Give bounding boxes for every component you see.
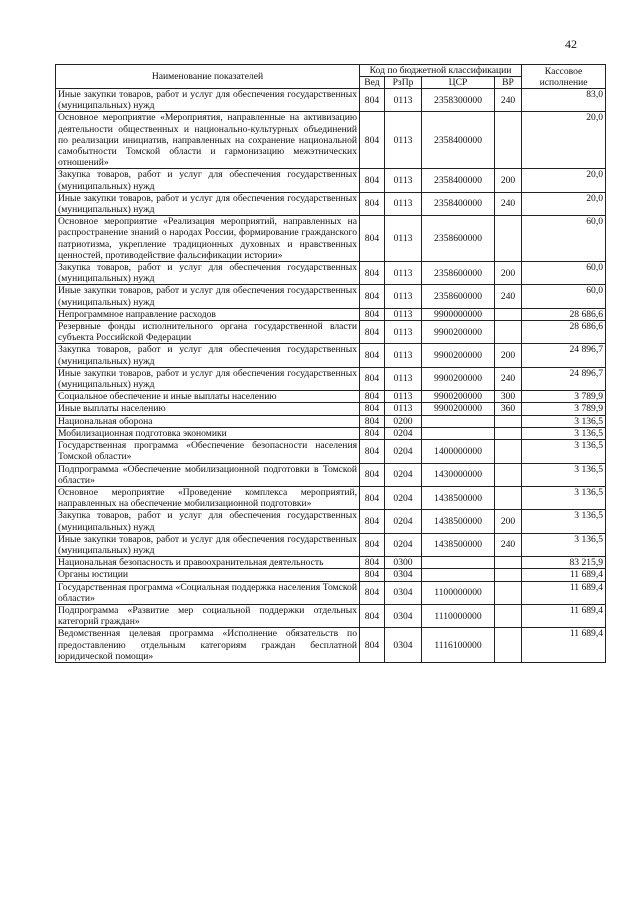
cell-ved: 804 (360, 112, 385, 169)
cell-csr: 2358600000 (422, 262, 495, 285)
cell-name: Иные выплаты населению (56, 403, 360, 415)
cell-rzpr: 0204 (385, 427, 422, 439)
cell-vr: 240 (495, 192, 522, 215)
cell-vr: 240 (495, 533, 522, 556)
table-row (56, 604, 606, 627)
cell-vr: 200 (495, 262, 522, 285)
header-code-group: Код по бюджетной классификации (360, 65, 522, 77)
table-row (56, 557, 606, 569)
cell-ved: 804 (360, 344, 385, 367)
cell-csr (422, 569, 495, 581)
cell-vr (495, 216, 522, 262)
cell-name: Основное мероприятие «Реализация мероприятий, направленных на распространение знаний о народах России, формирование гражданского патриотизма, укрепление традиционных духовных и нравственных ценностей, противодействие фальсификации истории» (56, 216, 360, 262)
cell-ved: 804 (360, 427, 385, 439)
cell-csr: 1400000000 (422, 440, 495, 463)
cell-ved: 804 (360, 440, 385, 463)
cell-csr: 1438500000 (422, 510, 495, 533)
cell-vr (495, 427, 522, 439)
table-row (56, 285, 606, 308)
cell-name: Ведомственная целевая программа «Исполнение обязательств по предоставлению отдельным категориям граждан бесплатной юридической помощи» (56, 628, 360, 663)
cell-rzpr: 0204 (385, 440, 422, 463)
table-row (56, 216, 606, 262)
cell-amount: 3 136,5 (522, 427, 606, 439)
table-row (56, 440, 606, 463)
cell-rzpr: 0204 (385, 486, 422, 509)
page-number: 42 (565, 37, 577, 51)
cell-rzpr: 0113 (385, 216, 422, 262)
header-name: Наименование показателей (56, 65, 360, 89)
cell-ved: 804 (360, 308, 385, 320)
cell-ved: 804 (360, 533, 385, 556)
cell-rzpr: 0204 (385, 463, 422, 486)
cell-ved: 804 (360, 192, 385, 215)
cell-csr: 9900200000 (422, 403, 495, 415)
cell-amount: 3 136,5 (522, 533, 606, 556)
cell-rzpr: 0304 (385, 581, 422, 604)
cell-ved: 804 (360, 89, 385, 112)
table-body (56, 89, 606, 663)
cell-csr: 9900200000 (422, 344, 495, 367)
cell-name: Иные закупки товаров, работ и услуг для обеспечения государственных (муниципальных) нужд (56, 285, 360, 308)
header-csr: ЦСР (422, 77, 495, 89)
cell-name: Иные закупки товаров, работ и услуг для обеспечения государственных (муниципальных) нужд (56, 89, 360, 112)
cell-amount: 83 215,9 (522, 557, 606, 569)
cell-rzpr: 0304 (385, 569, 422, 581)
cell-name: Закупка товаров, работ и услуг для обеспечения государственных (муниципальных) нужд (56, 169, 360, 192)
table-row (56, 569, 606, 581)
cell-amount: 3 789,9 (522, 403, 606, 415)
cell-ved: 804 (360, 216, 385, 262)
header-rzpr: РзПр (385, 77, 422, 89)
header-ved: Вед (360, 77, 385, 89)
cell-vr: 240 (495, 285, 522, 308)
cell-vr: 240 (495, 367, 522, 390)
cell-name: Иные закупки товаров, работ и услуг для обеспечения государственных (муниципальных) нужд (56, 192, 360, 215)
header-exec: Кассовое исполнение (522, 65, 606, 89)
table-row (56, 427, 606, 439)
cell-ved: 804 (360, 463, 385, 486)
cell-vr (495, 440, 522, 463)
table-row (56, 112, 606, 169)
cell-rzpr: 0204 (385, 510, 422, 533)
cell-vr (495, 557, 522, 569)
cell-amount: 3 136,5 (522, 486, 606, 509)
cell-rzpr: 0113 (385, 112, 422, 169)
cell-vr (495, 486, 522, 509)
cell-name: Основное мероприятие «Проведение комплекса мероприятий, направленных на обеспечение мобилизационной подготовки» (56, 486, 360, 509)
cell-csr: 2358600000 (422, 216, 495, 262)
cell-ved: 804 (360, 628, 385, 663)
cell-vr (495, 628, 522, 663)
cell-amount: 60,0 (522, 285, 606, 308)
cell-amount: 3 136,5 (522, 440, 606, 463)
cell-ved: 804 (360, 367, 385, 390)
cell-ved: 804 (360, 403, 385, 415)
cell-rzpr: 0113 (385, 89, 422, 112)
cell-vr (495, 569, 522, 581)
cell-name: Резервные фонды исполнительного органа государственной власти субъекта Российской Федерации (56, 321, 360, 344)
cell-name: Государственная программа «Обеспечение безопасности населения Томской области» (56, 440, 360, 463)
cell-rzpr: 0113 (385, 391, 422, 403)
header-vr: ВР (495, 77, 522, 89)
cell-amount: 11 689,4 (522, 569, 606, 581)
cell-amount: 20,0 (522, 112, 606, 169)
cell-amount: 20,0 (522, 169, 606, 192)
cell-csr (422, 427, 495, 439)
cell-csr: 2358400000 (422, 169, 495, 192)
cell-ved: 804 (360, 557, 385, 569)
cell-rzpr: 0113 (385, 285, 422, 308)
table-row (56, 510, 606, 533)
cell-ved: 804 (360, 285, 385, 308)
cell-rzpr: 0113 (385, 367, 422, 390)
table-row (56, 463, 606, 486)
table-row (56, 192, 606, 215)
cell-rzpr: 0113 (385, 308, 422, 320)
cell-csr: 2358400000 (422, 112, 495, 169)
cell-name: Национальная оборона (56, 415, 360, 427)
cell-vr (495, 463, 522, 486)
cell-name: Закупка товаров, работ и услуг для обеспечения государственных (муниципальных) нужд (56, 262, 360, 285)
cell-amount: 11 689,4 (522, 604, 606, 627)
cell-csr (422, 415, 495, 427)
table-row (56, 533, 606, 556)
cell-rzpr: 0113 (385, 262, 422, 285)
cell-amount: 28 686,6 (522, 308, 606, 320)
cell-amount: 3 136,5 (522, 463, 606, 486)
cell-rzpr: 0113 (385, 403, 422, 415)
cell-ved: 804 (360, 321, 385, 344)
cell-name: Подпрограмма «Развитие мер социальной поддержки отдельных категорий граждан» (56, 604, 360, 627)
cell-ved: 804 (360, 391, 385, 403)
table-row (56, 403, 606, 415)
cell-csr: 9900000000 (422, 308, 495, 320)
cell-amount: 3 789,9 (522, 391, 606, 403)
cell-csr: 9900200000 (422, 321, 495, 344)
cell-rzpr: 0304 (385, 628, 422, 663)
cell-name: Органы юстиции (56, 569, 360, 581)
cell-vr: 300 (495, 391, 522, 403)
cell-ved: 804 (360, 262, 385, 285)
table-row (56, 344, 606, 367)
budget-table (55, 64, 606, 663)
cell-csr: 1430000000 (422, 463, 495, 486)
table-row (56, 415, 606, 427)
cell-ved: 804 (360, 581, 385, 604)
table-row (56, 169, 606, 192)
cell-csr: 1110000000 (422, 604, 495, 627)
cell-csr: 1438500000 (422, 486, 495, 509)
cell-vr (495, 604, 522, 627)
cell-vr (495, 308, 522, 320)
cell-name: Социальное обеспечение и иные выплаты населению (56, 391, 360, 403)
cell-ved: 804 (360, 486, 385, 509)
cell-csr: 2358300000 (422, 89, 495, 112)
cell-name: Закупка товаров, работ и услуг для обеспечения государственных (муниципальных) нужд (56, 510, 360, 533)
cell-amount: 60,0 (522, 216, 606, 262)
table-row (56, 262, 606, 285)
cell-name: Подпрограмма «Обеспечение мобилизационной подготовки в Томской области» (56, 463, 360, 486)
cell-name: Национальная безопасность и правоохранительная деятельность (56, 557, 360, 569)
table-row (56, 486, 606, 509)
cell-csr: 9900200000 (422, 367, 495, 390)
cell-vr: 240 (495, 89, 522, 112)
cell-amount: 24 896,7 (522, 367, 606, 390)
table-row (56, 581, 606, 604)
cell-amount: 83,0 (522, 89, 606, 112)
cell-ved: 804 (360, 510, 385, 533)
cell-ved: 804 (360, 569, 385, 581)
cell-vr (495, 112, 522, 169)
table-row (56, 628, 606, 663)
table-row (56, 321, 606, 344)
cell-csr: 2358400000 (422, 192, 495, 215)
cell-vr (495, 321, 522, 344)
cell-vr (495, 581, 522, 604)
cell-amount: 20,0 (522, 192, 606, 215)
cell-csr: 2358600000 (422, 285, 495, 308)
cell-amount: 3 136,5 (522, 510, 606, 533)
cell-rzpr: 0113 (385, 344, 422, 367)
cell-rzpr: 0304 (385, 604, 422, 627)
table-row (56, 391, 606, 403)
cell-rzpr: 0300 (385, 557, 422, 569)
cell-amount: 3 136,5 (522, 415, 606, 427)
cell-csr: 1116100000 (422, 628, 495, 663)
cell-name: Иные закупки товаров, работ и услуг для обеспечения государственных (муниципальных) нужд (56, 533, 360, 556)
cell-vr: 200 (495, 344, 522, 367)
cell-vr: 360 (495, 403, 522, 415)
cell-amount: 11 689,4 (522, 628, 606, 663)
cell-rzpr: 0113 (385, 169, 422, 192)
cell-rzpr: 0204 (385, 533, 422, 556)
cell-amount: 24 896,7 (522, 344, 606, 367)
cell-ved: 804 (360, 169, 385, 192)
cell-name: Непрограммное направление расходов (56, 308, 360, 320)
cell-rzpr: 0113 (385, 321, 422, 344)
cell-vr: 200 (495, 510, 522, 533)
cell-ved: 804 (360, 415, 385, 427)
cell-csr: 1438500000 (422, 533, 495, 556)
cell-csr: 9900200000 (422, 391, 495, 403)
cell-name: Закупка товаров, работ и услуг для обеспечения государственных (муниципальных) нужд (56, 344, 360, 367)
cell-csr (422, 557, 495, 569)
table-row (56, 367, 606, 390)
cell-name: Государственная программа «Социальная поддержка населения Томской области» (56, 581, 360, 604)
cell-csr: 1100000000 (422, 581, 495, 604)
cell-name: Мобилизационная подготовка экономики (56, 427, 360, 439)
cell-vr: 200 (495, 169, 522, 192)
table-row (56, 308, 606, 320)
cell-amount: 28 686,6 (522, 321, 606, 344)
cell-amount: 60,0 (522, 262, 606, 285)
table-row (56, 89, 606, 112)
cell-amount: 11 689,4 (522, 581, 606, 604)
cell-rzpr: 0113 (385, 192, 422, 215)
cell-name: Иные закупки товаров, работ и услуг для обеспечения государственных (муниципальных) нужд (56, 367, 360, 390)
cell-name: Основное мероприятие «Мероприятия, направленные на активизацию деятельности общественных и национально-культурных объединений по реализации инициатив, направленных на сохранение национальной самобытности Томской области и гармонизацию межэтнических отношений» (56, 112, 360, 169)
cell-ved: 804 (360, 604, 385, 627)
cell-rzpr: 0200 (385, 415, 422, 427)
cell-vr (495, 415, 522, 427)
